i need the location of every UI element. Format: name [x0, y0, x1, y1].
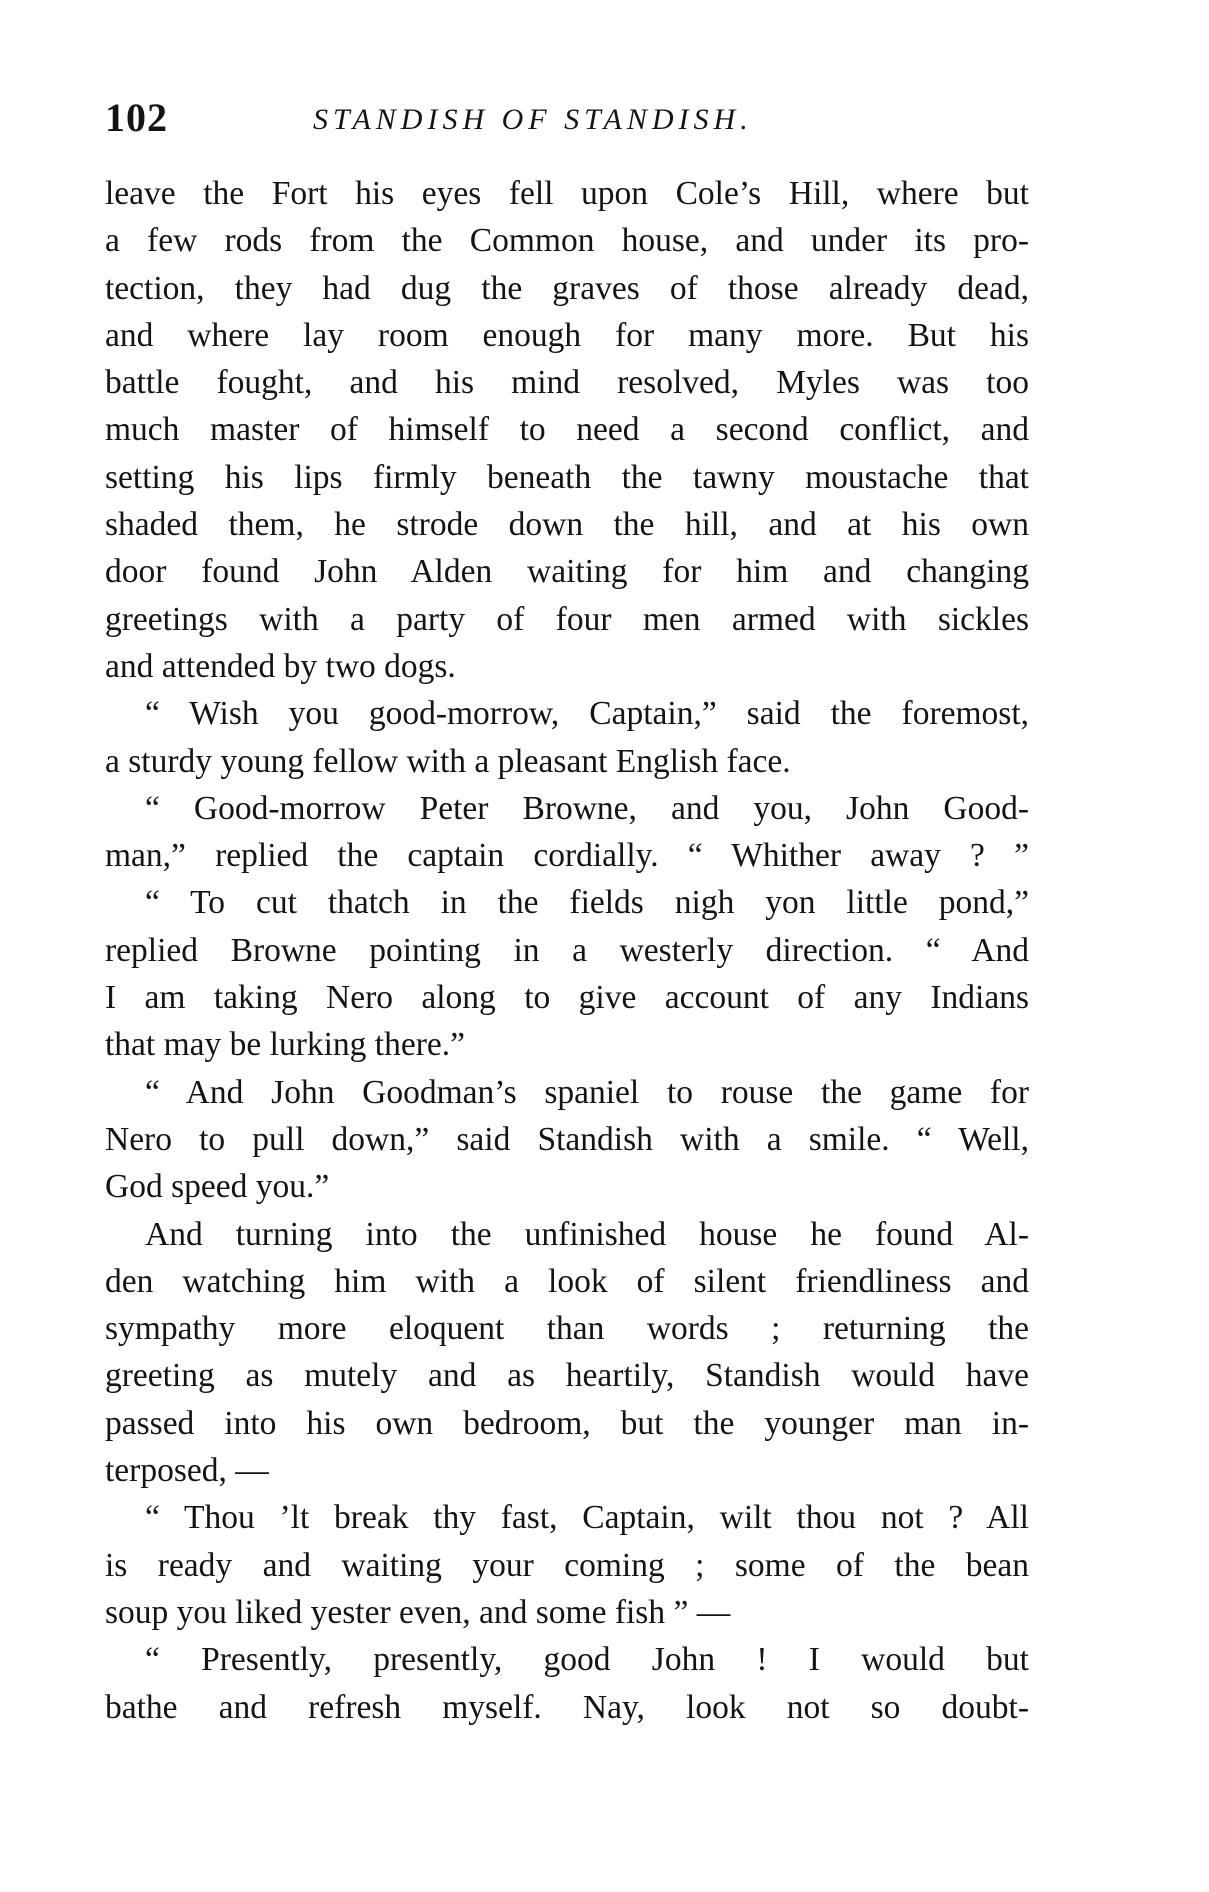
- text-line: a few rods from the Common house, and under its pro-: [105, 222, 1029, 260]
- text-line: den watching him with a look of silent friendliness and: [105, 1262, 1029, 1300]
- text-line: much master of himself to need a second conflict, and: [105, 411, 1029, 449]
- text-line: is ready and waiting your coming ; some of the bean: [105, 1546, 1029, 1584]
- text-line: passed into his own bedroom, but the younger man in-: [105, 1404, 1029, 1442]
- text-line: greeting as mutely and as heartily, Standish would have: [105, 1357, 1029, 1395]
- text-line: God speed you.”: [105, 1168, 330, 1206]
- page-header: [105, 92, 1029, 144]
- text-line: terposed, —: [105, 1452, 269, 1490]
- text-line: “ Wish you good-morrow, Captain,” said the foremost,: [145, 695, 1029, 733]
- text-line: shaded them, he strode down the hill, and at his own: [105, 506, 1029, 544]
- running-title: STANDISH OF STANDISH.: [313, 103, 753, 136]
- page-number: 102: [105, 95, 168, 140]
- text-line: replied Browne pointing in a westerly direction. “ And: [105, 931, 1029, 969]
- text-line: “ Good-morrow Peter Browne, and you, John Good-: [145, 789, 1029, 827]
- text-line: that may be lurking there.”: [105, 1026, 465, 1064]
- text-line: door found John Alden waiting for him and changing: [105, 553, 1029, 591]
- text-line: “ To cut thatch in the fields nigh yon little pond,”: [145, 884, 1029, 922]
- text-line: a sturdy young fellow with a pleasant English face.: [105, 742, 791, 780]
- text-line: “ Thou ’lt break thy fast, Captain, wilt thou not ? All: [145, 1499, 1029, 1537]
- text-line: setting his lips firmly beneath the tawny moustache that: [105, 458, 1029, 496]
- text-line: battle fought, and his mind resolved, Myles was too: [105, 364, 1029, 402]
- text-line: leave the Fort his eyes fell upon Cole’s Hill, where but: [105, 175, 1029, 212]
- text-line: And turning into the unfinished house he found Al-: [145, 1215, 1029, 1253]
- text-line: greetings with a party of four men armed with sickles: [105, 600, 1029, 638]
- text-line: soup you liked yester even, and some fish ” —: [105, 1593, 731, 1631]
- text-line: I am taking Nero along to give account of any Indians: [105, 979, 1029, 1017]
- text-line: “ Presently, presently, good John ! I would but: [145, 1641, 1029, 1679]
- text-line: bathe and refresh myself. Nay, look not so doubt-: [105, 1688, 1029, 1726]
- text-line: man,” replied the captain cordially. “ Whither away ? ”: [105, 837, 1029, 875]
- text-line: Nero to pull down,” said Standish with a smile. “ Well,: [105, 1120, 1029, 1158]
- text-line: tection, they had dug the graves of those already dead,: [105, 269, 1029, 307]
- text-line: sympathy more eloquent than words ; returning the: [105, 1310, 1029, 1348]
- text-line: “ And John Goodman’s spaniel to rouse the game for: [145, 1073, 1029, 1111]
- text-line: and where lay room enough for many more. But his: [105, 316, 1029, 354]
- text-line: and attended by two dogs.: [105, 647, 456, 685]
- body-text: [105, 170, 1029, 1731]
